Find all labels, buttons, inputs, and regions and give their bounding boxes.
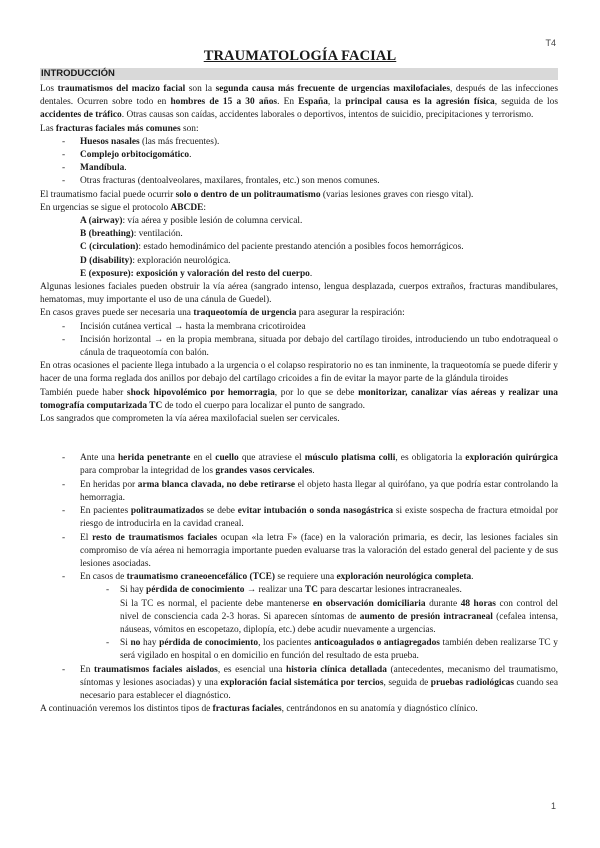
list-item: - Mandíbula. xyxy=(40,162,558,175)
sub-list-item: - Si hay pérdida de conocimiento → realizar una TC para descartar lesiones intracraneales. xyxy=(40,584,558,597)
paragraph-bleeding: Los sangrados que comprometen la vía aérea maxilofacial suelen ser cervicales. xyxy=(40,414,340,425)
paragraph-conclusion: A continuación veremos los distintos tipos de fracturas faciales, centrándonos en su anatomía y diagnóstico clínico. xyxy=(40,704,478,715)
list-item: - Huesos nasales (las más frecuentes). xyxy=(40,136,558,149)
sub-list-paragraph: Si la TC es normal, el paciente debe mantenerse en observación domiciliaria durante 48 horas con control del nivel de consciencia cada 2-3 horas. Si aparecen síntomas de aumento de presión intracraneal (cefalea intensa, náuseas, vómitos en escopetazo, diplopía, etc.) debe acudir nuevamente a urgencias. xyxy=(120,598,558,635)
paragraph-politrauma: El traumatismo facial puede ocurrir solo o dentro de un politraumatismo (varias lesiones graves con riesgo vital). xyxy=(40,189,474,200)
section-heading: INTRODUCCIÓN xyxy=(40,68,558,80)
list-item: - Ante una herida penetrante en el cuello que atraviese el músculo platisma colli, es obligatoria la exploración quirúrgica para comprobar la integridad de los grandes vasos cervicales. xyxy=(40,452,558,478)
page-number: 1 xyxy=(550,801,556,811)
protocol-item: E (exposure): exposición y valoración del resto del cuerpo. xyxy=(80,268,313,279)
paragraph-airway: Algunas lesiones faciales pueden obstruir la vía aérea (sangrado intenso, lengua desplazada, cuerpos extraños, fracturas mandibulares, hematomas, muy importante el uso de una cánula de Guedel). xyxy=(40,282,558,306)
list-item: - En pacientes politraumatizados se debe evitar intubación o sonda nasogástrica si existe sospecha de fractura etmoidal por riesgo de introducirla en la cavidad craneal. xyxy=(40,505,558,531)
list-item: - Complejo orbitocigomático. xyxy=(40,149,558,162)
protocol-item: D (disability): exploración neurológica. xyxy=(80,255,231,266)
document-body xyxy=(40,83,558,716)
list-item: - Incisión cutánea vertical → hasta la membrana cricotiroidea xyxy=(40,321,558,334)
page-title: TRAUMATOLOGÍA FACIAL xyxy=(203,48,397,64)
paragraph-tracheotomy: En casos graves puede ser necesaria una traqueotomía de urgencia para asegurar la respiración: xyxy=(40,308,405,319)
paragraph-protocol: En urgencias se sigue el protocolo ABCDE: xyxy=(40,202,206,213)
protocol-item: C (circulation): estado hemodinámico del paciente prestando atención a posibles focos hemorrágicos. xyxy=(80,242,464,253)
list-item: - El resto de traumatismos faciales ocupan «la letra F» (face) en la valoración primaria, es decir, las lesiones faciales sin compromiso de vía aérea ni hemorragia importante pueden evaluarse tras la valoración del estado general del paciente y de sus lesiones asociadas. xyxy=(40,532,558,572)
list-item: - Incisión horizontal → en la propia membrana, situada por debajo del cartílago tiroides, introduciendo un tubo endotraqueal o cánula de traqueotomía con balón. xyxy=(40,334,558,360)
list-item: - Otras fracturas (dentoalveolares, maxilares, frontales, etc.) son menos comunes. xyxy=(40,175,558,188)
paragraph-shock: También puede haber shock hipovolémico por hemorragia, por lo que se debe monitorizar, canalizar vías aéreas y realizar una tomografía computarizada TC de todo el cuerpo para localizar el punto de sangrado. xyxy=(40,387,558,411)
list-item: - En heridas por arma blanca clavada, no debe retirarse el objeto hasta llegar al quirófano, ya que podría estar controlando la hemorragia. xyxy=(40,479,558,505)
paragraph-common-fractures: Las fracturas faciales más comunes son: xyxy=(40,123,199,134)
protocol-item: B (breathing): ventilación. xyxy=(80,229,183,240)
protocol-item: A (airway): vía aérea y posible lesión de columna cervical. xyxy=(80,216,303,227)
paragraph-intro: Los traumatismos del macizo facial son la segunda causa más frecuente de urgencias maxilofaciales, después de las infecciones dentales. Ocurren sobre todo en hombres de 15 a 30 años. En España, la principal causa es la agresión física, seguida de los accidentes de tráfico. Otras causas son caídas, accidentes laborales o deportivos, intentos de suicidio, precipitaciones y terrorismo. xyxy=(40,84,558,121)
list-item: - En traumatismos faciales aislados, es esencial una historia clínica detallada (antecedentes, mecanismo del traumatismo, síntomas y lesiones asociadas) y una exploración facial sistemática por tercios, seguida de pruebas radiológicas cuando sea necesario para establecer el diagnóstico. xyxy=(40,664,558,704)
paragraph-intubated: En otras ocasiones el paciente llega intubado a la urgencia o el colapso respiratorio no es tan inminente, la traqueotomía se puede diferir y hacer de una forma reglada dos anillos por debajo del cartílago cricoides a fin de evitar la mayor parte de la glándula tiroides xyxy=(40,361,558,385)
sub-list-item: - Si no hay pérdida de conocimiento, los pacientes anticoagulados o antiagregados también deben realizarse TC y será vigilado en hospital o en domicilio en función del resultado de esta prueba. xyxy=(40,637,558,663)
list-item: - En casos de traumatismo craneoencefálico (TCE) se requiere una exploración neurológica completa. xyxy=(40,571,558,584)
topic-tag: T4 xyxy=(545,38,556,48)
